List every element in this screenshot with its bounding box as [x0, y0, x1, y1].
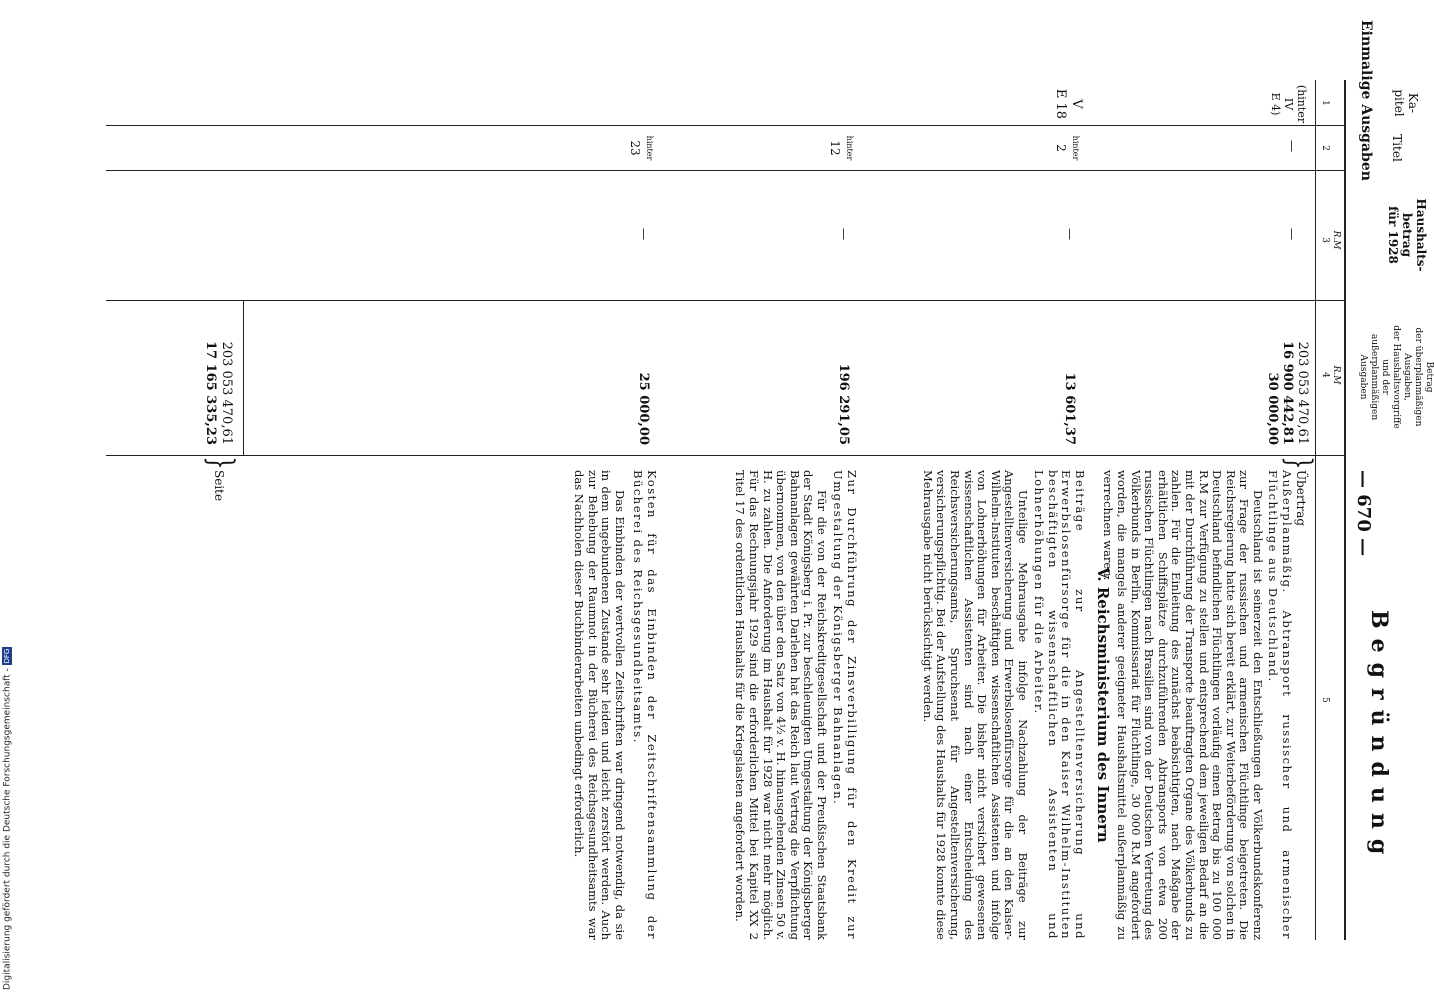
seite-label: Seite [212, 470, 226, 502]
carryover-amount: 16 900 442,81 [1280, 340, 1295, 445]
paragraph-body: Das Einbinden der wertvollen Zeitschriften war dringend notwendig, da sie in dem ungebundenen Zustande sehr leiden und leicht zerstört werden. Auch zur Behebung der Raumnot in der Bücherei des Reichsgesundheitsamts war das Nachholen dieser Buchbinderarbeiten unbedingt erforderlich. [572, 470, 627, 940]
column-divider [106, 125, 1346, 126]
paragraph-heading: Zur Durchführung der Zinsverbilligung für den Kredit zur Umgestaltung der Königsberger Bahnanlagen. [831, 470, 859, 940]
column-header-kapitel: Ka- pitel [1392, 89, 1420, 117]
column-header-betrag: Betrag der überplanmäßigen Ausgaben, der Haushaltsvorgriffe und der außerplanmäßigen Ausgaben [1358, 325, 1434, 429]
footer-text: Digitalisierung gefördert durch die Deutsche Forschungsgemeinschaft - [2, 668, 13, 990]
paragraph-body: Unteilige Mehrausgabe infolge Nachzahlung der Beiträge zur Angestelltenversicherung und Erwerbslosenfürsorge für die an den Kaiser-Wilhelm-Instituten beschäftigten wissenschaftlichen Assistenten und infolge von Lohnerhöhungen für Arbeiter. Die bisher nicht versichert gewesenen wissenschaftlichen Assistenten sind nach einer Entscheidung des Reichsversicherungsamts, Spruchsenat für Angestelltenversicherung, versicherungspflichtig. Bei der Aufstellung des Haushalts für 1928 konnte diese Mehrausgabe nicht berücksichtigt werden. [920, 470, 1030, 940]
row-titel: hinter 2 [1054, 135, 1080, 161]
paragraph-body: Für die von der Reichskreditgesellschaft und der Preußischen Staatsbank der Stadt Königsberg i. Pr. zur beschleunigten Umgestaltung der Königsberger Bahnanlagen gewährten Darlehen hat das Reich laut Vertrag die Verpflichtung übernommen, von den über den Satz von 4½ v. H. hinausgehenden Zinsen 50 v. H. zu zahlen. Die Anforderung im Haushalt für 1928 war nicht mehr möglich. Für das Rechnungsjahr 1929 sind die erforderlichen Mittel bei Kapitel XX 2 Titel 17 des ordentlichen Haushalts für die Kriegslasten angefordert worden. [733, 470, 829, 940]
row-haushalt: — [837, 228, 851, 240]
row-amount: 196 291,05 [836, 363, 851, 445]
total-amount: 17 165 335,23 [203, 340, 218, 445]
brace: } [201, 456, 241, 470]
carryover-amount: 203 053 470,61 [1295, 341, 1310, 445]
row-titel: hinter 12 [828, 135, 854, 161]
row-kapitel: (hinter IV E 4) [1269, 84, 1308, 124]
row-amount: 30 000,00 [1265, 372, 1280, 445]
paragraph-heading: Beiträge zur Angestelltenversicherung und Erwerbslosenfürsorge für die in den Kaiser Wilhelm-Instituten beschäftigten wissenschaftlichen Assistenten und Lohnerhöhungen für die Arbeiter. [1032, 470, 1087, 940]
paragraph-body: Deutschland ist seinerzeit den Entschließungen der Völkerbundskonferenz zur Frage der russischen und armenischen Flüchtlinge beigetreten. Die Reichsregierung hatte sich bereit erklärt, zur Weiterbeförderung von solchen in Deutschland befindlichen Flüchtlingen vorläufig einen Betrag bis zu 100 000 R.M zur Verfügung zu stellen und entsprechend dem jeweiligen Bedarf an die mit der Durchführung der Transporte beauftragten Organe des Völkerbunds zu zahlen. Für die Einleitung des zunächst beabsichtigten, nach Maßgabe der erhältlichen Schiffsplätze durchzuführenden Abtransports von etwa 200 russischen Flüchtlingen nach Brasilien sind von der Deutschen Vertretung des Völkerbunds in Berlin, Kommissariat für Flüchtlinge, 30 000 R.M angefordert worden, die mangels anderer geeigneter Haushaltsmittel außerplanmäßig zu verrechnen waren. [1101, 470, 1265, 940]
paragraph-heading: Außerplanmäßig. Abtransport russischer und armenischer Flüchtlinge aus Deutschland. [1266, 470, 1294, 940]
column-divider [106, 170, 1346, 171]
row-amount: 25 000,00 [636, 372, 651, 445]
column-divider [106, 455, 1346, 456]
row-amount: 13 601,37 [1062, 372, 1077, 445]
row-haushalt: — [1285, 228, 1299, 240]
row-titel: hinter 23 [628, 135, 654, 161]
column-number: 3 [1320, 237, 1330, 243]
currency-unit: R.M [1331, 230, 1341, 250]
column-header-begruendung: Begründung [1366, 610, 1392, 865]
page-header-left: Einmalige Ausgaben [1358, 20, 1374, 181]
column-divider [106, 300, 1346, 301]
column-number: 5 [1320, 697, 1330, 703]
table-top-rule [1344, 80, 1346, 940]
paragraph-heading: Kosten für das Einbinden der Zeitschriftensammlung der Bücherei des Reichsgesundheitsamts. [631, 470, 659, 940]
digitization-footer [2, 647, 13, 990]
column-number: 1 [1320, 100, 1330, 106]
section-title: V. Reichsministerium des Innern [1094, 567, 1112, 843]
table-number-rule [1315, 80, 1316, 940]
column-number: 4 [1320, 372, 1330, 378]
total-rule [243, 300, 244, 455]
uebertrag-label: Übertrag [1294, 470, 1308, 527]
column-header-haushalt: Haushalts- betrag für 1928 [1386, 198, 1428, 272]
column-number: 2 [1320, 145, 1330, 151]
column-header-titel: Titel [1390, 134, 1404, 162]
row-titel: — [1285, 140, 1299, 152]
brace: } [1279, 456, 1319, 470]
dfg-logo: DFG [3, 648, 11, 664]
row-kapitel: V E 18 [1053, 88, 1084, 120]
total-amount: 203 053 470,61 [219, 341, 234, 445]
row-haushalt: — [1063, 228, 1077, 240]
page-number: — 670 — [1353, 470, 1374, 557]
row-haushalt: — [637, 228, 651, 240]
currency-unit: R.M [1331, 365, 1341, 385]
